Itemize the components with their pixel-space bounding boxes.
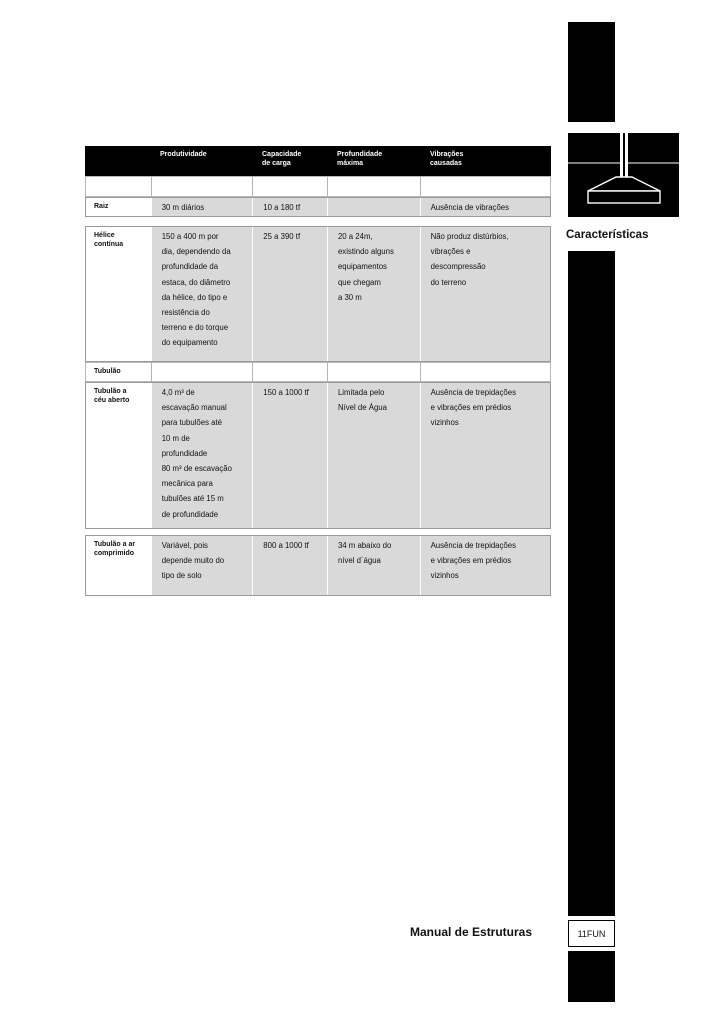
cell-produtividade: [151, 363, 253, 381]
header-capacidade: Capacidade de carga: [262, 151, 302, 167]
row-label-line: Hélice: [94, 232, 115, 239]
cell-produtividade: [151, 383, 253, 528]
cell-line: para tubulões até: [161, 418, 222, 428]
cell-profundidade: [327, 363, 420, 381]
cell-line: tipo de solo: [161, 571, 202, 581]
cell-line: de profundidade: [161, 509, 219, 519]
cell-line: 80 m³ de escavação: [161, 464, 232, 474]
cell-profundidade: [327, 383, 420, 528]
row-label: [86, 227, 151, 361]
cell-line: 25 a 390 tf: [263, 232, 301, 241]
cell-produtividade: [151, 227, 253, 361]
row-label-line: contínua: [94, 240, 124, 248]
cell-line: Variável, pois: [161, 541, 208, 550]
section-label: Características: [566, 229, 649, 241]
row-spacer: [85, 176, 551, 197]
header-produtividade: Produtividade: [160, 151, 207, 158]
cell-capacidade: [252, 227, 327, 361]
cell-line: mecânica para: [161, 479, 213, 489]
page-number: 11FUN: [568, 920, 615, 947]
cell-line: a 30 m: [337, 292, 362, 302]
row-label: [86, 536, 151, 595]
row-label: [86, 363, 151, 381]
cell-capacidade: [252, 363, 327, 381]
cell-line: Nível de Água: [337, 403, 387, 413]
cell-line: profundidade da: [161, 262, 219, 272]
cell-line: vibrações e: [430, 247, 471, 257]
cell-profundidade: [327, 227, 420, 361]
cell-line: resistência do: [161, 308, 210, 318]
cell-line: Não produz distúrbios,: [430, 232, 509, 241]
header-vibracoes: Vibrações causadas: [430, 151, 464, 167]
cell-line: profundidade: [161, 448, 208, 458]
cell-line: escavação manual: [161, 403, 227, 413]
row-label-line: Tubulão: [94, 368, 121, 375]
foundation-comparison-table: [85, 146, 551, 581]
row-raiz: [85, 197, 551, 217]
cell-line: da hélice, do tipo e: [161, 292, 228, 302]
cell-line: 800 a 1000 tf: [263, 541, 309, 550]
row-label: [86, 177, 151, 196]
cell-line: do equipamento: [161, 338, 218, 348]
table-header: [85, 146, 551, 176]
cell-profundidade: [327, 177, 420, 196]
row-label-line: Raiz: [94, 203, 109, 210]
cell-line: tubulões até 15 m: [161, 494, 224, 504]
cell-line: nível d´água: [337, 556, 381, 566]
footer-title: Manual de Estruturas: [410, 925, 533, 939]
cell-capacidade: [252, 198, 327, 216]
cell-line: terreno e do torque: [161, 323, 229, 333]
cell-vibracoes: [420, 177, 550, 196]
sidebar-black-bar-middle: [568, 251, 615, 916]
cell-line: equipamentos: [337, 262, 387, 272]
cell-line: e vibrações em prédios: [430, 403, 512, 413]
cell-line: 10 a 180 tf: [263, 203, 301, 212]
cell-vibracoes: [420, 383, 550, 528]
row-label-line: comprimido: [94, 549, 135, 557]
cell-line: 10 m de: [161, 433, 190, 443]
row-label: [86, 383, 151, 528]
cell-line: 20 a 24m,: [337, 232, 373, 241]
row-label-line: Tubulão a ar: [94, 541, 136, 548]
row-tubulao-ceu-aberto: [85, 382, 551, 529]
cell-line: que chegam: [337, 277, 381, 287]
cell-profundidade: [327, 198, 420, 216]
cell-capacidade: [252, 177, 327, 196]
row-tubulao-ar-comprimido: [85, 535, 551, 596]
cell-vibracoes: [420, 198, 550, 216]
header-profundidade: Profundidade máxima: [337, 151, 383, 167]
cell-line: Ausência de vibrações: [430, 203, 510, 212]
cell-line: 150 a 1000 tf: [263, 388, 309, 397]
cell-vibracoes: [420, 227, 550, 361]
cell-line: 34 m abaixo do: [337, 541, 392, 550]
cell-line: estaca, do diâmetro: [161, 277, 231, 287]
cell-profundidade: [327, 536, 420, 595]
cell-line: Limitada pelo: [337, 388, 385, 397]
cell-vibracoes: [420, 536, 550, 595]
cell-line: depende muito do: [161, 556, 225, 566]
cell-line: dia, dependendo da: [161, 247, 231, 257]
cell-line: Ausência de trepidações: [430, 541, 516, 550]
sidebar-black-bar-top: [568, 22, 615, 122]
cell-capacidade: [252, 536, 327, 595]
cell-line: e vibrações em prédios: [430, 556, 512, 566]
sidebar-black-bar-bottom: [568, 951, 615, 1002]
cell-line: 30 m diários: [161, 203, 205, 212]
foundation-block-icon: [568, 133, 679, 217]
cell-produtividade: [151, 177, 253, 196]
cell-line: existindo alguns: [337, 247, 394, 257]
cell-line: vizinhos: [430, 418, 459, 428]
cell-line: descompressão: [430, 262, 486, 272]
cell-vibracoes: [420, 363, 550, 381]
cell-produtividade: [151, 198, 253, 216]
row-label-line: Tubulão a: [94, 388, 127, 395]
cell-line: 4,0 m³ de: [161, 388, 195, 397]
row-label: [86, 198, 151, 216]
cell-produtividade: [151, 536, 253, 595]
cell-line: do terreno: [430, 277, 467, 287]
header-empty: [85, 146, 150, 176]
cell-line: Ausência de trepidações: [430, 388, 516, 397]
cell-line: vizinhos: [430, 571, 459, 581]
cell-capacidade: [252, 383, 327, 528]
row-label-line: céu aberto: [94, 396, 130, 404]
cell-line: 150 a 400 m por: [161, 232, 219, 241]
row-tubulao: [85, 362, 551, 382]
row-helice-continua: [85, 226, 551, 362]
